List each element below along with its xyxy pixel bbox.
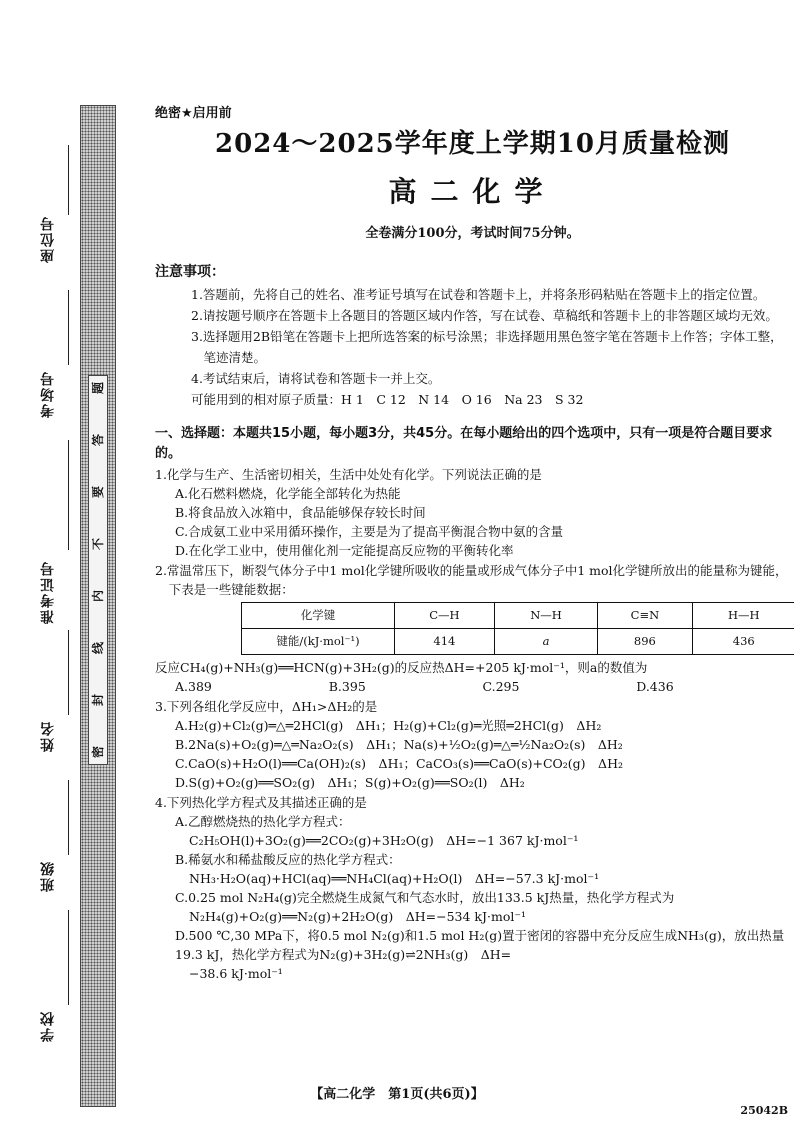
table-cell: 436 xyxy=(692,629,794,655)
option-c: C.295 xyxy=(482,679,520,694)
notice-list xyxy=(191,284,790,389)
notice-item: 1.答题前，先将自己的姓名、准考证号填写在试卷和答题卡上，并将条形码粘贴在答题卡上的指定位置。 xyxy=(191,287,766,302)
option-d: D.436 xyxy=(636,679,674,694)
secret-mark: 绝密★启用前 xyxy=(155,106,232,121)
equation-line: NH₃·H₂O(aq)+HCl(aq)══NH₄Cl(aq)+H₂O(l) ΔH=−57.3 kJ·mol⁻¹ xyxy=(189,871,600,886)
seal-char: 线 xyxy=(90,641,105,655)
paper-code: 25042B xyxy=(740,1104,788,1117)
table-row xyxy=(242,603,794,629)
option-b: B.稀氨水和稀盐酸反应的热化学方程式： xyxy=(175,852,401,867)
class-label: 班级 xyxy=(40,860,56,892)
seal-char: 内 xyxy=(90,589,105,603)
notice-item: 4.考试结束后，请将试卷和答题卡一并上交。 xyxy=(191,371,441,386)
question-3 xyxy=(155,697,790,792)
table-cell: 896 xyxy=(598,629,692,655)
exam-room-line xyxy=(68,290,69,365)
notice-item: 3.选择题用2B铅笔在答题卡上把所选答案的标号涂黑；非选择题用黑色签字笔在答题卡上作答；字体工整，笔迹清楚。 xyxy=(191,329,783,365)
name-label: 姓名 xyxy=(40,720,56,752)
question-stem: 4.下列热化学方程式及其描述正确的是 xyxy=(155,795,367,810)
equation-line: −38.6 kJ·mol⁻¹ xyxy=(189,966,283,981)
option-d: D.500 ℃,30 MPa下，将0.5 mol N₂(g)和1.5 mol H₂(g)置于密闭的容器中充分反应生成NH₃(g)，放出热量19.3 kJ，热化学方程式为N₂(g)+3H₂(g)⇌2NH₃(g) ΔH= xyxy=(175,928,785,962)
option-b: B.将食品放入冰箱中，食品能够保存较长时间 xyxy=(175,505,426,520)
question-1 xyxy=(155,465,790,560)
ticket-number-label: 准考证号 xyxy=(40,560,56,624)
question-stem: 1.化学与生产、生活密切相关，生活中处处有化学。下列说法正确的是 xyxy=(155,467,542,482)
binding-gutter xyxy=(0,0,80,1124)
bond-energy-table xyxy=(241,602,794,655)
options-row xyxy=(175,677,790,696)
table-cell: C≡N xyxy=(598,603,692,629)
table-cell: H—H xyxy=(692,603,794,629)
name-line xyxy=(68,630,69,715)
ticket-number-line xyxy=(68,440,69,550)
atomic-mass-line: 可能用到的相对原子质量：H 1 C 12 N 14 O 16 Na 23 S 32 xyxy=(191,392,584,407)
seal-char: 封 xyxy=(90,693,105,707)
seat-number-label: 座位号 xyxy=(40,215,56,263)
option-b: B.395 xyxy=(328,679,366,694)
seal-text-box xyxy=(88,375,108,765)
table-row xyxy=(242,629,794,655)
table-cell: C—H xyxy=(395,603,495,629)
table-cell: 414 xyxy=(395,629,495,655)
question-4 xyxy=(155,793,790,983)
question-stem: 3.下列各组化学反应中，ΔH₁>ΔH₂的是 xyxy=(155,699,378,714)
option-c: C.0.25 mol N₂H₄(g)完全燃烧生成氮气和气态水时，放出133.5 kJ热量，热化学方程式为 xyxy=(175,890,675,905)
question-text: 反应CH₄(g)+NH₃(g)══HCN(g)+3H₂(g)的反应热ΔH=+205 kJ·mol⁻¹，则a的数值为 xyxy=(155,660,648,675)
equation-line: C₂H₅OH(l)+3O₂(g)══2CO₂(g)+3H₂O(g) ΔH=−1 367 kJ·mol⁻¹ xyxy=(189,833,579,848)
option-d: D.在化学工业中，使用催化剂一定能提高反应物的平衡转化率 xyxy=(175,543,514,558)
seal-char: 题 xyxy=(90,381,105,395)
notice-item: 2.请按题号顺序在答题卡上各题目的答题区域内作答，写在试卷、草稿纸和答题卡上的非答题区域均无效。 xyxy=(191,308,778,323)
school-label: 学校 xyxy=(40,1010,56,1042)
table-cell: 键能/(kJ·mol⁻¹) xyxy=(242,629,395,655)
seal-char: 要 xyxy=(90,485,105,499)
class-line xyxy=(68,780,69,855)
page-footer: 【高二化学 第1页(共6页)】 xyxy=(310,1087,484,1102)
option-a: A.389 xyxy=(175,679,212,694)
school-line xyxy=(68,910,69,1005)
equation-line: N₂H₄(g)+O₂(g)══N₂(g)+2H₂O(g) ΔH=−534 kJ·mol⁻¹ xyxy=(189,909,526,924)
notice-heading: 注意事项： xyxy=(155,264,225,280)
option-a: A.乙醇燃烧热的热化学方程式： xyxy=(175,814,351,829)
main-content xyxy=(155,102,790,983)
table-cell: N—H xyxy=(494,603,598,629)
option-d: D.S(g)+O₂(g)══SO₂(g) ΔH₁；S(g)+O₂(g)══SO₂(l) ΔH₂ xyxy=(175,775,525,790)
seat-number-line xyxy=(68,145,69,215)
exam-room-label: 考场号 xyxy=(40,370,56,418)
option-a: A.H₂(g)+Cl₂(g)═△═2HCl(g) ΔH₁；H₂(g)+Cl₂(g)═光照═2HCl(g) ΔH₂ xyxy=(175,718,602,733)
table-cell: a xyxy=(494,629,598,655)
section-heading: 一、选择题：本题共15小题，每小题3分，共45分。在每小题给出的四个选项中，只有一项是符合题目要求的。 xyxy=(155,426,773,461)
table-cell: 化学键 xyxy=(242,603,395,629)
option-c: C.CaO(s)+H₂O(l)══Ca(OH)₂(s) ΔH₁；CaCO₃(s)══CaO(s)+CO₂(g) ΔH₂ xyxy=(175,756,623,771)
option-a: A.化石燃料燃烧，化学能全部转化为热能 xyxy=(175,486,401,501)
exam-title: 2024～2025学年度上学期10月质量检测 xyxy=(215,129,730,159)
option-b: B.2Na(s)+O₂(g)═△═Na₂O₂(s) ΔH₁；Na(s)+½O₂(g)═△═½Na₂O₂(s) ΔH₂ xyxy=(175,737,623,752)
question-2 xyxy=(155,561,790,696)
exam-meta: 全卷满分100分，考试时间75分钟。 xyxy=(365,226,580,241)
seal-char: 答 xyxy=(90,433,105,447)
option-c: C.合成氨工业中采用循环操作，主要是为了提高平衡混合物中氨的含量 xyxy=(175,524,564,539)
question-stem: 2.常温常压下，断裂气体分子中1 mol化学键所吸收的能量或形成气体分子中1 mol化学键所放出的能量称为键能，下表是一些键能数据： xyxy=(155,563,788,597)
subject-title: 高二化学 xyxy=(388,175,557,208)
seal-char: 密 xyxy=(90,745,105,759)
seal-char: 不 xyxy=(90,537,105,551)
